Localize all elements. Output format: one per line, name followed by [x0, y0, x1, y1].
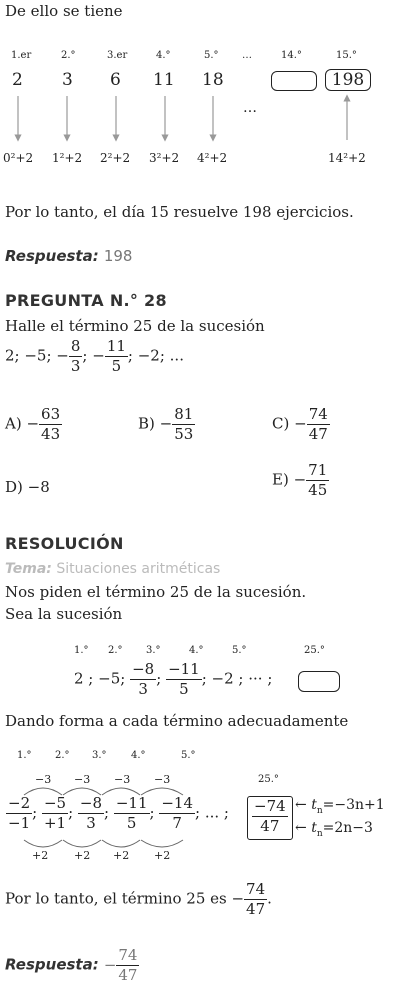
ordinal: 3.er	[107, 50, 128, 61]
formula: 4²+2	[197, 151, 228, 165]
option-d: D) −8	[5, 478, 50, 496]
term: 2	[12, 70, 23, 90]
conclusion-1: Por lo tanto, el día 15 resuelve 198 ejercicios.	[5, 203, 354, 221]
option-e: E) − $\frac{71}{45}$	[272, 461, 328, 499]
formula: 1²+2	[52, 151, 83, 165]
term: 6	[110, 70, 121, 90]
answer-label: Respuesta:	[5, 247, 99, 265]
option-b: B) − $\frac{81}{53}$	[138, 405, 194, 443]
answer-2	[5, 948, 139, 983]
question-prompt: Halle el término 25 de la sucesión	[5, 317, 265, 335]
conclusion-2: Por lo tanto, el término 25 es − $\frac{74}{47}$ .	[5, 880, 272, 918]
transformed-sequence: $\frac{-2}{-1}$ ; $\frac{-5}{+1}$ ; $\frac{-8}{3}$ ; $\frac{-11}{5}$ ; $\frac{-14}{7}$ ; ... ;	[8, 794, 229, 832]
ordinal: 2.°	[61, 50, 76, 61]
ellipsis: …	[242, 50, 252, 61]
tn-denominator: ← $t_n=2n-3$	[295, 820, 373, 839]
resolution-title: RESOLUCIÓN	[5, 534, 124, 553]
question-sequence: 2; −5; − $\frac{8}{3}$ ; − $\frac{11}{5}$ ; −2; ...	[5, 337, 184, 375]
intro-text: De ello se tiene	[5, 2, 123, 20]
ordinal: 15.°	[336, 50, 357, 61]
option-a: A) − $\frac{63}{43}$	[5, 405, 61, 443]
ordinal: 5.°	[204, 50, 219, 61]
resolution-sequence: 2 ; −5; $\frac{-8}{3}$ ; $\frac{-11}{5}$ ; −2 ; ··· ;	[74, 660, 273, 698]
formula: 3²+2	[149, 151, 180, 165]
option-c: C) − $\frac{74}{47}$	[272, 405, 328, 443]
transform-text: Dando forma a cada término adecuadamente	[5, 712, 349, 730]
formula: 2²+2	[100, 151, 131, 165]
answer-box: $\frac{-74}{47}$	[247, 796, 293, 840]
ellipsis: …	[243, 100, 257, 116]
tema-line: Tema: Situaciones aritméticas	[5, 561, 221, 577]
answer-value: − $\frac{74}{47}$	[103, 946, 138, 984]
ordinal: 4.°	[156, 50, 171, 61]
resolution-line-2: Sea la sucesión	[5, 605, 123, 623]
term: 18	[202, 70, 224, 90]
term: 3	[62, 70, 73, 90]
ordinal: 14.°	[281, 50, 302, 61]
answer-label: Respuesta:	[5, 955, 99, 974]
formula: 0²+2	[3, 151, 34, 165]
ordinal: 1.er	[11, 50, 32, 61]
tn-numerator: ← $t_n=-3n+1$	[295, 797, 385, 816]
answer-box: 198	[325, 69, 371, 91]
term: 11	[153, 70, 175, 90]
resolution-line-1: Nos piden el término 25 de la sucesión.	[5, 583, 307, 601]
formula: 14²+2	[328, 151, 366, 165]
answer-value: 198	[103, 247, 133, 265]
question-title: PREGUNTA N.° 28	[5, 291, 167, 310]
